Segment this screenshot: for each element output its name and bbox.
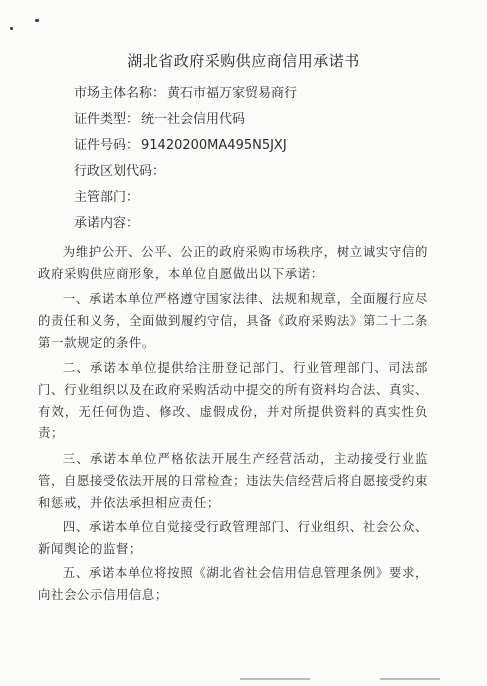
document-title: 湖北省政府采购供应商信用承诺书 bbox=[127, 52, 360, 70]
field-id-number bbox=[74, 134, 287, 153]
field-label: 证件类型： bbox=[74, 112, 140, 127]
paragraph-commitment-2: 二、承诺本单位提供给注册登记部门、行业管理部门、司法部门、行业组织以及在政府采购活动中提交的所有资料均合法、真实、有效，无任何伪造、修改、虚假成份，并对所提供资料的真实性负责； bbox=[38, 360, 428, 441]
paragraph-commitment-1: 一、承诺本单位严格遵守国家法律、法规和规章，全面履行应尽的责任和义务，全面做到履约守信，具备《政府采购法》第二十二条第一款规定的条件。 bbox=[38, 291, 428, 350]
field-value: 统一社会信用代码 bbox=[141, 112, 246, 127]
field-label: 承诺内容： bbox=[74, 216, 140, 231]
field-region-code bbox=[74, 160, 167, 179]
field-value: 91420200MA495N5JXJ bbox=[141, 138, 287, 153]
scan-edge-mark bbox=[240, 678, 310, 680]
field-label: 主管部门： bbox=[74, 190, 140, 205]
field-value: 黄石市福万家贸易商行 bbox=[167, 86, 298, 101]
field-label: 行政区划代码： bbox=[74, 164, 166, 179]
field-id-type bbox=[74, 108, 245, 127]
scan-edge-mark bbox=[380, 678, 440, 680]
field-label: 证件号码： bbox=[74, 138, 140, 153]
scan-speck bbox=[10, 27, 13, 30]
scan-speck bbox=[35, 19, 39, 22]
paragraph-commitment-4: 四、承诺本单位自觉接受行政管理部门、行业组织、社会公众、新闻舆论的监督； bbox=[38, 519, 428, 556]
field-commitment-heading bbox=[74, 212, 141, 231]
paragraph-intro: 为维护公开、公平、公正的政府采购市场秩序，树立诚实守信的政府采购供应商形象，本单位自愿做出以下承诺： bbox=[38, 244, 428, 281]
paragraph-commitment-5: 五、承诺本单位将按照《湖北省社会信用信息管理条例》要求，向社会公示信用信息； bbox=[38, 565, 428, 602]
field-label: 市场主体名称： bbox=[74, 86, 166, 101]
paragraph-commitment-3: 三、承诺本单位严格依法开展生产经营活动，主动接受行业监管，自愿接受依法开展的日常检查；违法失信经营后将自愿接受约束和惩戒，并依法承担相应责任； bbox=[38, 451, 428, 510]
field-authority bbox=[74, 186, 141, 205]
field-entity-name bbox=[74, 82, 297, 101]
